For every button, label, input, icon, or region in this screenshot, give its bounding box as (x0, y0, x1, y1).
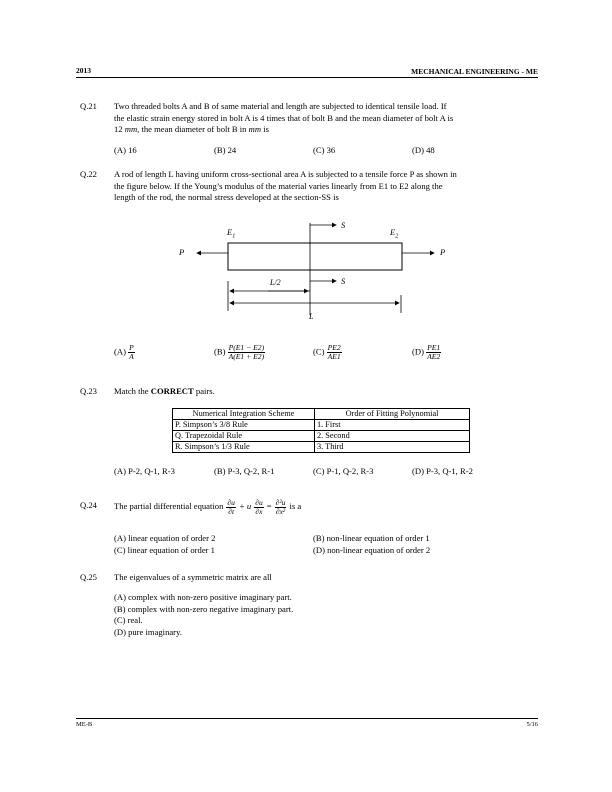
q24-prompt: The partial differential equation $\frac{\partial u}{\partial t}$ + u $\frac{\partial u}{\partial x}$ = $\frac{\text{∂²u}}{\text{∂x²}}$ is a (114, 497, 302, 516)
table-cell: Q. Trapezoidal Rule (173, 431, 315, 442)
q22-number: Q.22 (80, 169, 97, 179)
footer-rule (76, 718, 538, 719)
label-p-right: P (440, 247, 446, 257)
label-s-top: S (341, 220, 346, 230)
label-s-bottom: S (341, 276, 346, 286)
table-header-cell: Order of Fitting Polynomial (315, 409, 470, 420)
q22-option-b: (B) $\frac{P(E1 - E2)}{A(E1 + E2)}$ (214, 343, 265, 361)
q21-option-c: (C) 36 (313, 145, 336, 155)
label-e1: $E_1$ (227, 227, 236, 240)
label-e2: $E_2$ (390, 227, 399, 240)
table-header-cell: Numerical Integration Scheme (173, 409, 315, 420)
q21-number: Q.21 (80, 101, 97, 111)
q23-option-a: (A) P-2, Q-1, R-3 (114, 466, 175, 476)
q22-option-d: (D) $\frac{PE1}{AE2}$ (412, 343, 441, 361)
q21-text: Two threaded bolts A and B of same material and length are subjected to identical tensile load. If the elastic strain energy stored in bolt A is 4 times that of bolt B and the mean diameter of bolt A is 12 mm, the mean diameter of bolt B in mm is (114, 101, 454, 134)
q22-rod-figure (170, 215, 460, 325)
table-header-row (173, 409, 470, 420)
footer-page: 5/16 (526, 721, 538, 728)
q23-number: Q.23 (80, 386, 97, 396)
table-row (173, 442, 470, 453)
q21-option-b: (B) 24 (214, 145, 237, 155)
q22-text: A rod of length L having uniform cross-sectional area A is subjected to a tensile force P as shown in the figure below. If the Young’s modulus of the material varies linearly from E1 to E2 along the length of the rod, the normal stress developed at the section-SS is (114, 169, 457, 202)
footer-code: ME-B (76, 721, 93, 728)
q24-option-d: (D) non-linear equation of order 2 (313, 545, 431, 555)
q23-prompt: Match the CORRECT pairs. (114, 386, 215, 396)
q24-option-c: (C) linear equation of order 1 (114, 545, 215, 555)
q23-option-c: (C) P-1, Q-2, R-3 (313, 466, 374, 476)
q25-options (114, 592, 293, 638)
q23-match-table (172, 408, 470, 453)
label-p-left: P (179, 247, 185, 257)
table-cell: 3. Third (315, 442, 470, 453)
q22-option-c: (C) $\frac{PE2}{AE1}$ (313, 343, 341, 361)
label-full-length: L (309, 312, 314, 321)
q25-option-a: (A) complex with non-zero positive imaginary part. (114, 592, 292, 602)
table-cell: 1. First (315, 420, 470, 431)
table-cell: R. Simpson’s 1/3 Rule (173, 442, 315, 453)
q23-option-d: (D) P-3, Q-1, R-2 (412, 466, 473, 476)
header-rule (76, 77, 538, 78)
q25-option-d: (D) pure imaginary. (114, 626, 182, 637)
header-subject: MECHANICAL ENGINEERING - ME (411, 67, 538, 76)
q24-option-b: (B) non-linear equation of order 1 (313, 533, 430, 543)
q25-option-b: (B) complex with non-zero negative imaginary part. (114, 603, 294, 614)
q21-option-d: (D) 48 (412, 145, 435, 155)
q24-number: Q.24 (80, 500, 97, 510)
q22-option-a: (A) $\frac{P}{A}$ (114, 343, 134, 361)
rod-rectangle (228, 243, 402, 270)
table-cell: 2. Second (315, 431, 470, 442)
table-row (173, 431, 470, 442)
q25-prompt: The eigenvalues of a symmetric matrix are all (114, 572, 272, 582)
label-half-length: L/2 (270, 278, 281, 287)
q25-option-c: (C) real. (114, 615, 143, 625)
table-row (173, 420, 470, 431)
q23-option-b: (B) P-3, Q-2, R-1 (214, 466, 275, 476)
table-cell: P. Simpson’s 3/8 Rule (173, 420, 315, 431)
header-year: 2013 (76, 66, 91, 75)
q21-option-a: (A) 16 (114, 145, 137, 155)
q25-number: Q.25 (80, 572, 97, 582)
q24-option-a: (A) linear equation of order 2 (114, 533, 216, 543)
